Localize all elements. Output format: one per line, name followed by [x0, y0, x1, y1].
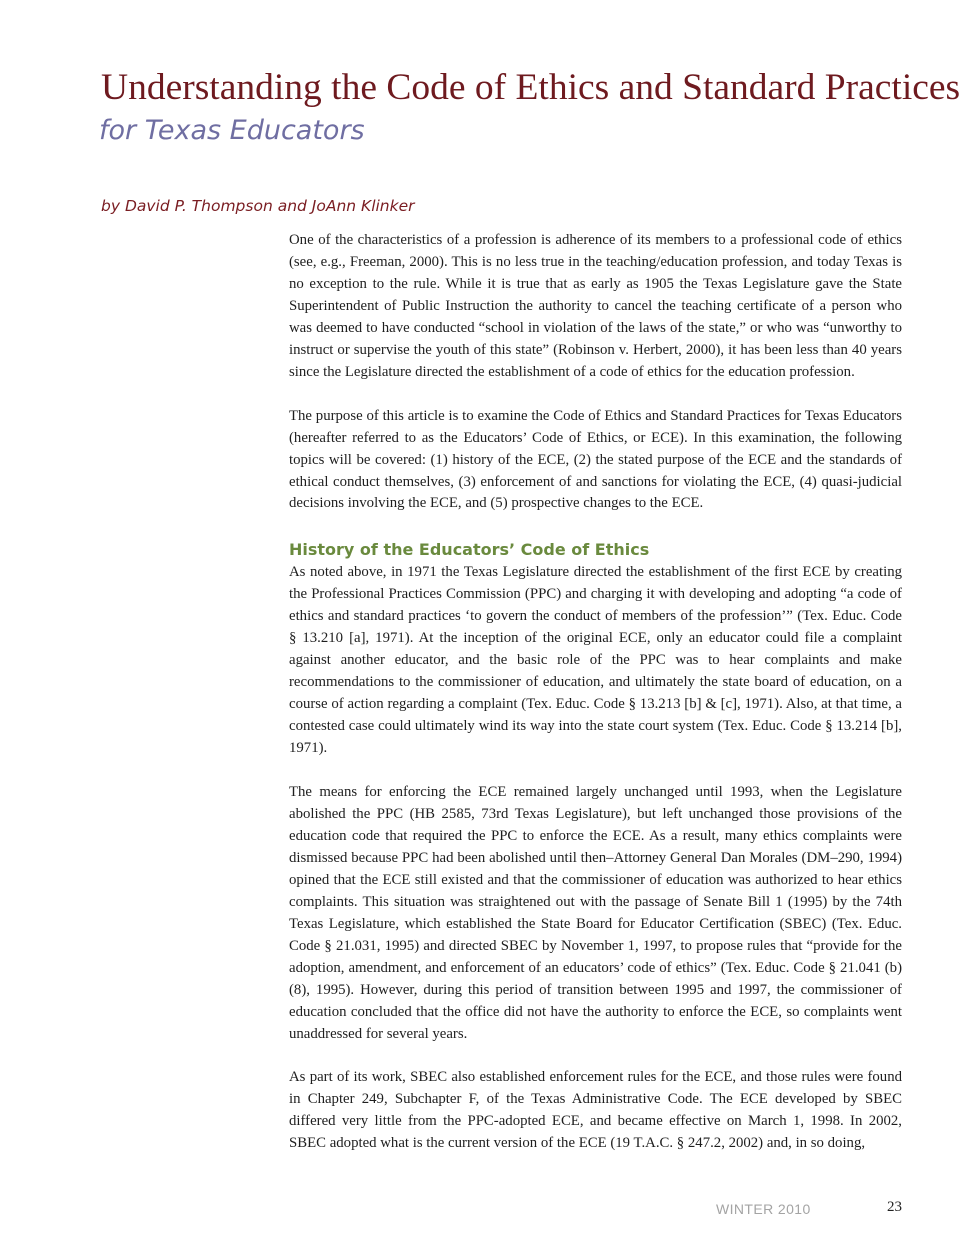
history-paragraph-2: The means for enforcing the ECE remained largely unchanged until 1993, when the Legislature abolished the PPC (HB 2585, 73rd Texas Legislature), but left unchanged those provisions of the education code that required the PPC to enforce the ECE. As a result, many ethics complaints were dismissed because PPC had been abolished until then–Attorney General Dan Morales (DM–290, 1994) opined that the ECE still existed and that the commissioner of education was authorized to hear ethics complaints. This situation was straightened out with the passage of Senate Bill 1 (1995) by the 74th Texas Legislature, which established the State Board for Educator Certification (SBEC) (Tex. Educ. Code § 21.031, 1995) and directed SBEC by November 1, 1997, to propose rules that “provide for the adoption, amendment, and enforcement of an educators’ code of ethics” (Tex. Educ. Code § 21.041 (b)(8), 1995). However, during this period of transition between 1995 and 1997, the commissioner of education concluded that the office did not have the authority to enforce the ECE, so complaints went unaddressed for several years.	[289, 784, 902, 1042]
author-byline: by David P. Thompson and JoAnn Klinker	[101, 197, 415, 215]
article-subtitle: for Texas Educators	[99, 115, 365, 146]
section-heading: History of the Educators’ Code of Ethics	[289, 540, 650, 560]
intro-paragraph-2: The purpose of this article is to examine the Code of Ethics and Standard Practices for Texas Educators (hereafter referred to as the Educators’ Code of Ethics, or ECE). In this examination, the following topics will be covered: (1) history of the ECE, (2) the stated purpose of the ECE and the standards of ethical conduct themselves, (3) enforcement of and sanctions for violating the ECE, (4) quasi-judicial decisions involving the ECE, and (5) prospective changes to the ECE.	[289, 407, 902, 512]
article-title: Understanding the Code of Ethics and Standard Practices	[101, 67, 960, 108]
history-paragraph-3: As part of its work, SBEC also established enforcement rules for the ECE, and those rules were found in Chapter 249, Subchapter F, of the Texas Administrative Code. The ECE developed by SBEC differed very little from the PPC-adopted ECE, and became effective on March 1, 1998. In 2002, SBEC adopted what is the current version of the ECE (19 T.A.C. § 247.2, 2002) and, in so doing,	[289, 1069, 902, 1152]
intro-paragraph-1: One of the characteristics of a profession is adherence of its members to a professional code of ethics (see, e.g., Freeman, 2000). This is no less true in the teaching/education profession, and today Texas is no exception to the rule. While it is true that as early as 1905 the Texas Legislature gave the State Superintendent of Public Instruction the authority to cancel the teaching certificate of a person who was deemed to have conducted “school in violation of the laws of the state,” or who was “unworthy to instruct or supervise the youth of this state” (Robinson v. Herbert, 2000), it has been less than 40 years since the Legislature directed the establishment of a code of ethics for the education profession.	[289, 232, 902, 380]
history-paragraph-1: As noted above, in 1971 the Texas Legislature directed the establishment of the first ECE by creating the Professional Practices Commission (PPC) and charging it with developing and adopting “a code of ethics and standard practices ‘to govern the conduct of members of the profession’” (Tex. Educ. Code § 13.210 [a], 1971). At the inception of the original ECE, only an educator could file a complaint against another educator, and the basic role of the PPC was to hear complaints and make recommendations to the commissioner of education, and ultimately the state board of education, on a course of action regarding a complaint (Tex. Educ. Code § 13.213 [b] & [c], 1971). Also, at that time, a contested case could ultimately wind its way into the state court system (Tex. Educ. Code § 13.214 [b], 1971).	[289, 564, 902, 757]
issue-label: WINTER 2010	[716, 1201, 811, 1217]
page-number: 23	[887, 1199, 902, 1215]
article-body	[289, 230, 902, 1155]
